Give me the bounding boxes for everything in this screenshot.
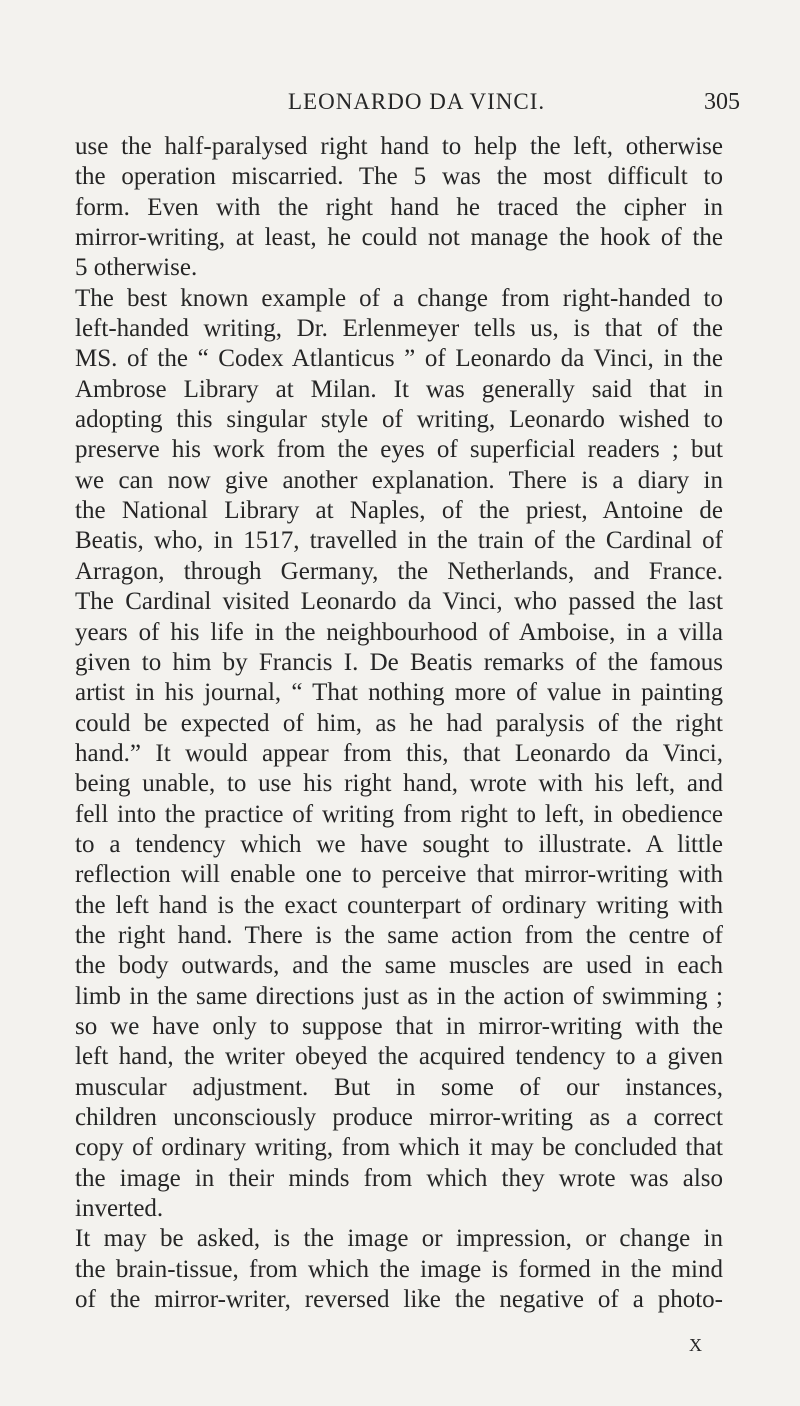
text-line: left hand, the writer obeyed the acquired tendency to a given [75,1043,723,1071]
text-line: to a tendency which we have sought to illustrate. A little [75,830,723,858]
text-line: we can now give another explanation. There is a diary in [75,466,723,494]
text-line: fell into the practice of writing from right to left, in obedience [75,800,723,828]
text-line: copy of ordinary writing, from which it may be concluded that [75,1134,723,1162]
text-line: so we have only to suppose that in mirror-writing with the [75,1012,723,1040]
text-line: years of his life in the neighbourhood of Amboise, in a villa [75,618,723,646]
page-number: 305 [704,89,740,115]
text-line: children unconsciously produce mirror-writing as a correct [75,1104,723,1131]
text-line: form. Even with the right hand he traced the cipher in [75,193,723,221]
text-line: Ambrose Library at Milan. It was generally said that in [75,375,723,403]
text-line: Arragon, through Germany, the Netherlands, and France. [75,557,723,585]
text-line: MS. of the “ Codex Atlanticus ” of Leonardo da Vinci, in the [75,345,723,373]
text-line: adopting this singular style of writing, Leonardo wished to [75,406,723,434]
text-line: inverted. [75,1195,164,1223]
text-line: left-handed writing, Dr. Erlenmeyer tells us, is that of the [75,315,723,343]
text-line: artist in his journal, “ That nothing more of value in painting [75,679,723,707]
text-line: It may be asked, is the image or impression, or change in [75,1225,723,1253]
text-line: of the mirror-writer, reversed like the negative of a photo- [75,1286,723,1314]
text-line: the operation miscarried. The 5 was the most difficult to [75,163,723,191]
running-head [0,89,800,119]
text-line: the right hand. There is the same action from the centre of [75,921,723,949]
text-line: reflection will enable one to perceive that mirror-writing with [75,861,723,889]
text-line: could be expected of him, as he had paralysis of the right [75,709,723,737]
text-line: hand.” It would appear from this, that Leonardo da Vinci, [75,739,723,767]
text-line: being unable, to use his right hand, wrote with his left, and [75,770,723,798]
text-line: 5 otherwise. [75,254,198,282]
running-title: LEONARDO DA VINCI. [288,89,546,114]
text-line: The Cardinal visited Leonardo da Vinci, who passed the last [75,588,723,616]
text-line: mirror-writing, at least, he could not manage the hook of the [75,224,723,252]
text-line: preserve his work from the eyes of superficial readers ; but [75,436,723,464]
text-line: The best known example of a change from right-handed to [75,284,723,312]
text-line: the left hand is the exact counterpart of ordinary writing with [75,891,723,919]
body-text [75,132,723,1315]
text-line: limb in the same directions just as in the action of swimming ; [75,982,723,1010]
text-line: given to him by Francis I. De Beatis remarks of the famous [75,648,723,676]
text-line: the image in their minds from which they wrote was also [75,1164,723,1192]
signature-mark: X [689,1335,703,1355]
text-line: Beatis, who, in 1517, travelled in the train of the Cardinal of [75,527,723,555]
text-line: the brain-tissue, from which the image is formed in the mind [75,1255,723,1283]
text-line: muscular adjustment. But in some of our instances, [75,1073,723,1101]
text-line: the body outwards, and the same muscles are used in each [75,952,723,980]
text-line: the National Library at Naples, of the priest, Antoine de [75,497,723,525]
text-line: use the half-paralysed right hand to help the left, otherwise [75,133,723,160]
